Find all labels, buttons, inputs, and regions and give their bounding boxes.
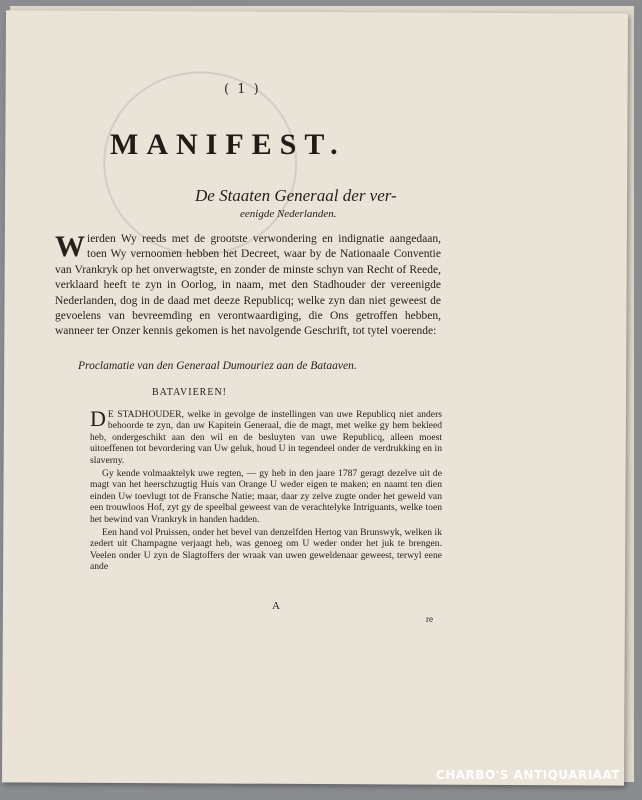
proclamation-paragraph-1: [90, 406, 442, 466]
proclamation-paragraph-3: Een hand vol Pruissen, onder het bevel van denzelfden Hertog van Brunswyk, welken ik zedert uit Champagne verjaagt heb, was genoeg om U weder onder het juk te brengen. Veelen onder U zyn de Slagtoffers der wraak van uwen geweldenaar geweest, terwyl eene ande: [90, 527, 442, 573]
library-stamp-icon: [103, 71, 298, 256]
p1-text: E STADHOUDER, welke in gevolge de instellingen van uwe Republicq niet anders behoorde te zyn, dan uw Kapitein Generaal, die de magt, met welke gy hem bekleed heb, ondergeschikt aan den wil en de besluyten van uwe Republicq, alleen moest uitoeffenen tot bevordering van Uw geluk, houd U in tegendeel onder de verdrukking en in slaverny.: [90, 409, 442, 466]
batavieren-heading: BATAVIEREN!: [152, 387, 228, 398]
signature-mark: A: [272, 600, 280, 612]
proclamatie-heading: Proclamatie van den Generaal Dumouriez aan de Bataaven.: [78, 360, 357, 372]
catchword: re: [426, 614, 433, 624]
proclamation-paragraph-2: Gy kende volmaaktelyk uwe regten, — gy heb in den jaare 1787 geragt dezelve uit de magt van het heerschzugtig Huis van Orange U weder eigen te maken; en naamt ten dien einden Uw toevlugt tot de Fransche Natie; maar, daar zy zelve zugte onder het geweld van een trouwloos Hof, zyt gy de speelbal geweest van de verachtelyke Intriguants, welke toen het bewind van Vrankryk in handen hadden.: [90, 468, 442, 525]
subtitle-line-1: De Staaten Generaal der ver-: [195, 186, 397, 205]
proclamation-text: [90, 406, 442, 575]
page-number: ( 1 ): [224, 82, 261, 97]
page-title: MANIFEST.: [110, 128, 346, 161]
intro-text: ierden Wy reeds met de grootste verwondering en indignatie aangedaan, toen Wy vernoomen hebben het Decreet, waar by de Nationaale Conventie van Vrankryk op het onverwagtste, en zonder de minste schyn van Recht of Reede, verklaard heeft te zyn in Oorlog, in naam, met den Stadhouder der vereenigde Nederlanden, dog in de daad met deeze Republicq; welke zyn dan niet geweest de gevoelens van bevreemding en verontwaardiging, die Ons getroffen hebben, wanneer ter Onzer kennis gekomen is het navolgende Geschrift, tot tytel voerende:: [55, 233, 441, 338]
intro-dropcap: W: [55, 230, 85, 263]
watermark: CHARBO'S ANTIQUARIAAT: [435, 768, 620, 782]
p1-dropcap: D: [90, 406, 106, 431]
intro-paragraph: [55, 232, 441, 340]
subtitle-line-2: eenigde Nederlanden.: [240, 208, 337, 220]
document-page: [2, 10, 628, 785]
